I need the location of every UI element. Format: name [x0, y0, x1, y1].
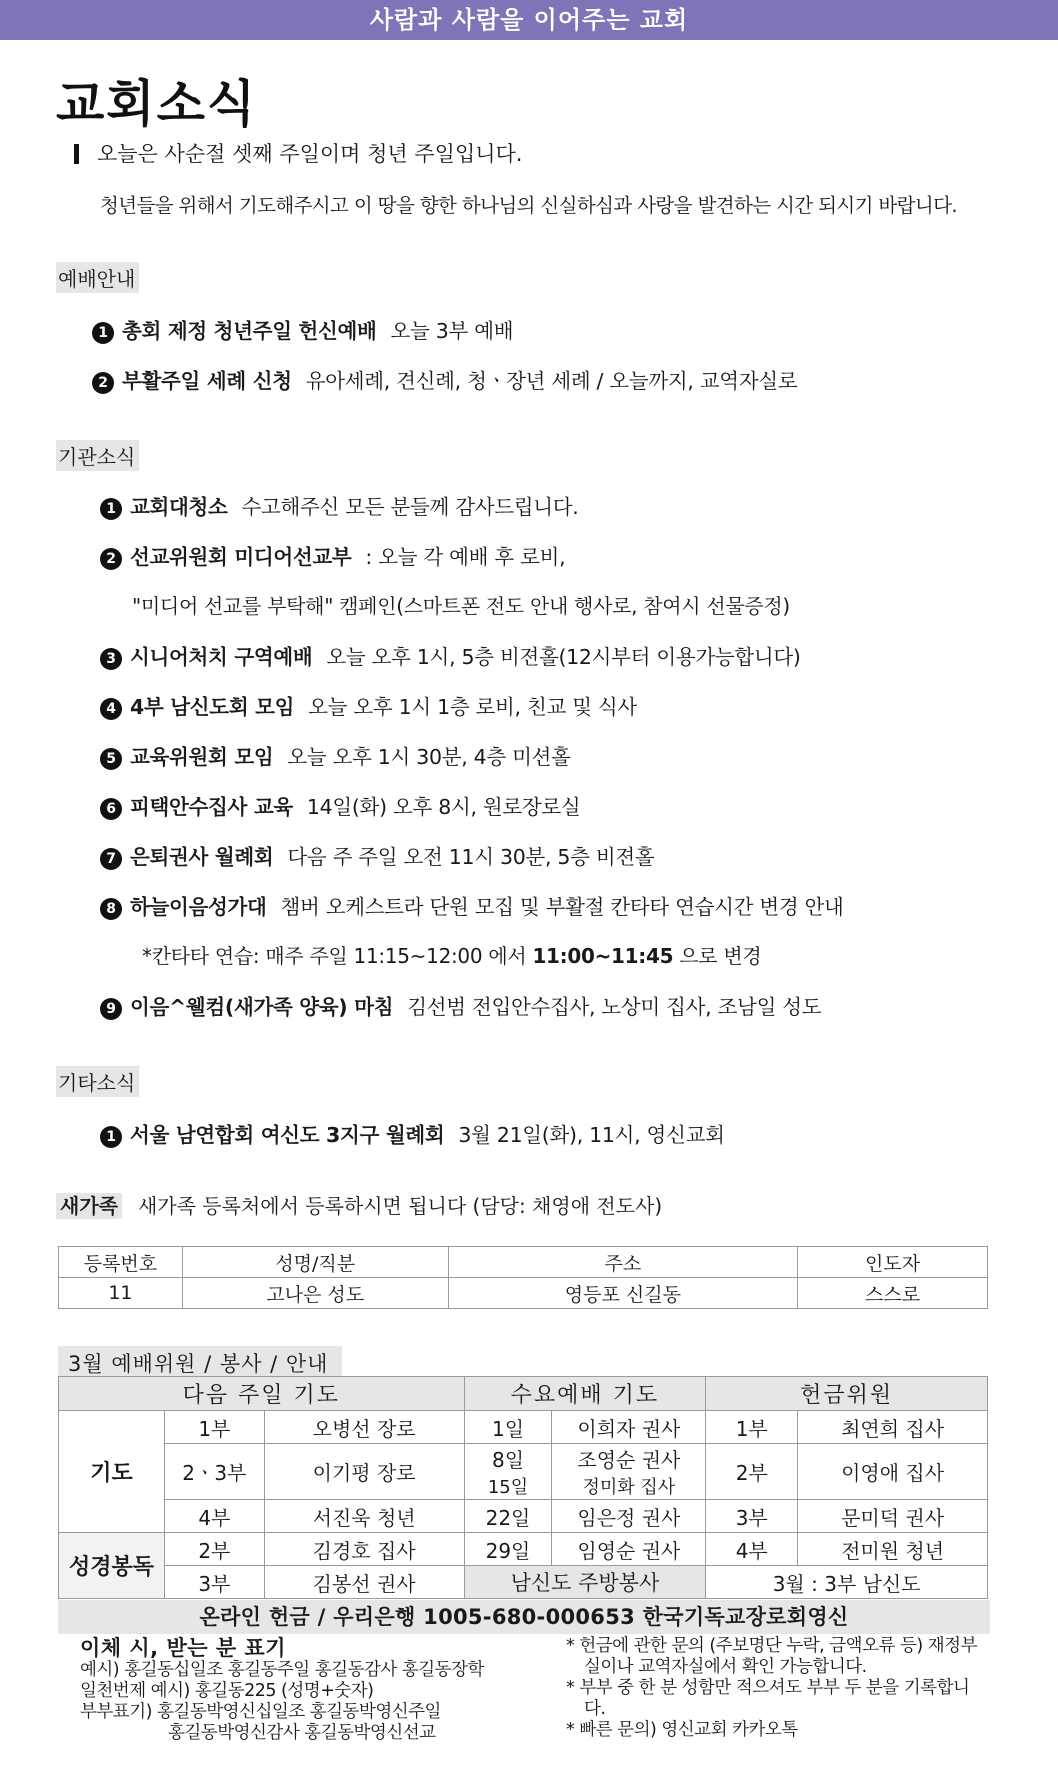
item-heading: 이음^웰컴(새가족 양육) 마침 — [130, 995, 394, 1019]
page-title: 교회소식 — [56, 75, 258, 133]
table-cell: 최연희 집사 — [798, 1411, 988, 1444]
note-line: 예시) 홍길동십일조 홍길동주일 홍길동감사 홍길동장학 — [80, 1660, 484, 1680]
inquiry-notes — [566, 1636, 986, 1741]
group-label-prayer: 기도 — [59, 1411, 165, 1533]
new-family-notice — [56, 1190, 662, 1219]
org-item — [100, 690, 637, 720]
item-number: 2 — [100, 548, 122, 570]
table-row — [59, 1533, 988, 1566]
item-heading: 4부 남신도회 모임 — [130, 695, 295, 719]
org-item — [100, 990, 821, 1020]
item-body: 오늘 오후 1시, 5층 비젼홀(12시부터 이용가능합니다) — [326, 645, 801, 669]
table-header: 주소 — [448, 1247, 798, 1278]
item-heading: 부활주일 세례 신청 — [122, 369, 292, 393]
kitchen-service-label: 남신도 주방봉사 — [464, 1566, 706, 1599]
table-cell: 이희자 권사 — [552, 1411, 706, 1444]
item-heading: 은퇴권사 월례회 — [130, 845, 274, 869]
table-cell: 3부 — [706, 1500, 798, 1533]
item-heading: 교육위원회 모임 — [130, 745, 274, 769]
org-item — [100, 490, 578, 520]
top-banner: 사람과 사람을 이어주는 교회 — [0, 0, 1058, 40]
org-item-detail: "미디어 선교를 부탁해" 캠페인(스마트폰 전도 안내 행사로, 참여시 선물증정) — [132, 594, 790, 618]
item-body: 챔버 오케스트라 단원 모집 및 부활절 칸타타 연습시간 변경 안내 — [280, 895, 844, 919]
table-cell: 1부 — [164, 1411, 264, 1444]
table-header: 헌금위원 — [706, 1377, 988, 1411]
worship-item — [92, 364, 797, 394]
table-cell: 전미원 청년 — [798, 1533, 988, 1566]
section-heading-org: 기관소식 — [56, 440, 139, 471]
item-number: 1 — [100, 1126, 122, 1148]
item-heading: 선교위원회 미디어선교부 — [130, 545, 352, 569]
item-heading: 서울 남연합회 여신도 3지구 월례회 — [130, 1123, 445, 1147]
table-cell: 4부 — [706, 1533, 798, 1566]
table-cell — [464, 1444, 552, 1500]
section-heading-worship: 예배안내 — [56, 262, 139, 293]
item-number: 1 — [100, 498, 122, 520]
etc-item — [100, 1118, 725, 1148]
table-cell: 문미덕 권사 — [798, 1500, 988, 1533]
item-number: 3 — [100, 648, 122, 670]
note-line: 일천번제 예시) 홍길동225 (성명+숫자) — [80, 1681, 374, 1701]
table-cell: 임영순 권사 — [552, 1533, 706, 1566]
table-cell: 3부 — [164, 1566, 264, 1599]
table-header: 등록번호 — [59, 1247, 183, 1278]
detail-emphasis: 11:00~11:45 — [532, 944, 674, 968]
table-cell: 11 — [59, 1278, 183, 1309]
group-label-reading: 성경봉독 — [59, 1533, 165, 1599]
org-item — [100, 740, 571, 770]
item-body: 3월 21일(화), 11시, 영신교회 — [458, 1123, 725, 1147]
table-cell-line: 8일 — [491, 1448, 525, 1472]
item-heading: 교회대청소 — [130, 495, 228, 519]
item-body: 오늘 오후 1시 30분, 4층 미션홀 — [287, 745, 571, 769]
item-number: 9 — [100, 998, 122, 1020]
item-heading: 피택안수집사 교육 — [130, 795, 293, 819]
item-body: 다음 주 주일 오전 11시 30분, 5층 비젼홀 — [287, 845, 655, 869]
intro-subtext: 청년들을 위해서 기도해주시고 이 땅을 향한 하나님의 신실하심과 사랑을 발견하는 시간 되시기 바랍니다. — [100, 194, 957, 217]
table-cell — [552, 1444, 706, 1500]
note-line: 부부표기) 홍길동박영신십일조 홍길동박영신주일 — [80, 1702, 441, 1722]
table-cell: 2부 — [706, 1444, 798, 1500]
item-body: 유아세례, 견신례, 청ㆍ장년 세례 / 오늘까지, 교역자실로 — [305, 369, 798, 393]
item-number: 2 — [92, 372, 114, 394]
table-cell: 영등포 신길동 — [448, 1278, 798, 1309]
table-cell: 2부 — [164, 1533, 264, 1566]
intro-bar — [74, 144, 79, 164]
org-item — [100, 840, 654, 870]
item-body: 오늘 오후 1시 1층 로비, 친교 및 식사 — [308, 695, 637, 719]
table-cell: 김경호 집사 — [264, 1533, 464, 1566]
intro-text: 오늘은 사순절 셋째 주일이며 청년 주일입니다. — [97, 142, 523, 166]
table-cell-line: 조영순 권사 — [577, 1448, 681, 1472]
table-cell: 1일 — [464, 1411, 552, 1444]
table-cell: 김봉선 권사 — [264, 1566, 464, 1599]
org-item-detail — [142, 940, 761, 969]
item-number: 4 — [100, 698, 122, 720]
item-body: 수고해주신 모든 분들께 감사드립니다. — [241, 495, 579, 519]
item-number: 1 — [92, 322, 114, 344]
note-line: * 부부 중 한 분 성함만 적으셔도 부부 두 분을 기록합니다. — [566, 1678, 970, 1719]
org-item — [100, 890, 844, 920]
table-row — [59, 1566, 988, 1599]
item-heading: 총회 제정 청년주일 헌신예배 — [122, 319, 377, 343]
transfer-notes — [80, 1636, 560, 1744]
item-number: 8 — [100, 898, 122, 920]
table-row — [59, 1411, 988, 1444]
intro-line — [74, 138, 522, 168]
table-cell: 2ㆍ3부 — [164, 1444, 264, 1500]
detail-text: *칸타타 연습: 매주 주일 11:15~12:00 에서 — [142, 944, 533, 968]
table-cell-line: 15일 — [487, 1477, 529, 1498]
item-body: 김선범 전입안수집사, 노상미 집사, 조남일 성도 — [407, 995, 822, 1019]
item-number: 6 — [100, 798, 122, 820]
transfer-notes-heading: 이체 시, 받는 분 표기 — [80, 1636, 287, 1660]
item-body: 14일(화) 오후 8시, 원로장로실 — [306, 795, 581, 819]
table-cell: 고나은 성도 — [182, 1278, 448, 1309]
org-item — [100, 640, 801, 670]
item-body: : 오늘 각 예배 후 로비, — [365, 545, 566, 569]
org-item — [100, 790, 580, 820]
table-row — [59, 1444, 988, 1500]
table-header-row — [59, 1247, 988, 1278]
item-heading: 시니어처치 구역예배 — [130, 645, 313, 669]
table-header: 인도자 — [798, 1247, 988, 1278]
duty-table-title: 3월 예배위원 / 봉사 / 안내 — [58, 1346, 342, 1380]
item-body: 오늘 3부 예배 — [390, 319, 514, 343]
table-header: 다음 주일 기도 — [59, 1377, 465, 1411]
table-cell-line: 정미화 집사 — [582, 1477, 676, 1498]
table-cell: 오병선 장로 — [264, 1411, 464, 1444]
table-header-row — [59, 1377, 988, 1411]
registration-table — [58, 1246, 988, 1309]
table-cell: 스스로 — [798, 1278, 988, 1309]
table-cell: 29일 — [464, 1533, 552, 1566]
worship-item — [92, 314, 513, 344]
org-item — [100, 540, 565, 570]
table-cell: 이기평 장로 — [264, 1444, 464, 1500]
table-header: 성명/직분 — [182, 1247, 448, 1278]
table-row — [59, 1500, 988, 1533]
duty-table — [58, 1376, 988, 1599]
kitchen-service-value: 3월 : 3부 남신도 — [706, 1566, 988, 1599]
new-family-text: 새가족 등록처에서 등록하시면 됩니다 (담당: 채영애 전도사) — [137, 1194, 663, 1218]
table-header: 수요예배 기도 — [464, 1377, 706, 1411]
online-offering-bar: 온라인 헌금 / 우리은행 1005-680-000653 한국기독교장로회영신 — [58, 1600, 990, 1634]
table-cell: 4부 — [164, 1500, 264, 1533]
table-cell: 1부 — [706, 1411, 798, 1444]
note-line: 홍길동박영신감사 홍길동박영신선교 — [168, 1723, 436, 1743]
table-cell: 서진욱 청년 — [264, 1500, 464, 1533]
item-number: 7 — [100, 848, 122, 870]
table-cell: 이영애 집사 — [798, 1444, 988, 1500]
section-heading-etc: 기타소식 — [56, 1066, 139, 1097]
item-number: 5 — [100, 748, 122, 770]
item-heading: 하늘이음성가대 — [130, 895, 267, 919]
new-family-tag: 새가족 — [56, 1193, 122, 1219]
table-cell: 임은정 권사 — [552, 1500, 706, 1533]
detail-text: 으로 변경 — [673, 944, 762, 968]
note-line: * 헌금에 관한 문의 (주보명단 누락, 금액오류 등) 재정부실이나 교역자실에서 확인 가능합니다. — [566, 1636, 977, 1677]
note-line: * 빠른 문의) 영신교회 카카오톡 — [566, 1720, 798, 1740]
table-cell: 22일 — [464, 1500, 552, 1533]
table-row — [59, 1278, 988, 1309]
